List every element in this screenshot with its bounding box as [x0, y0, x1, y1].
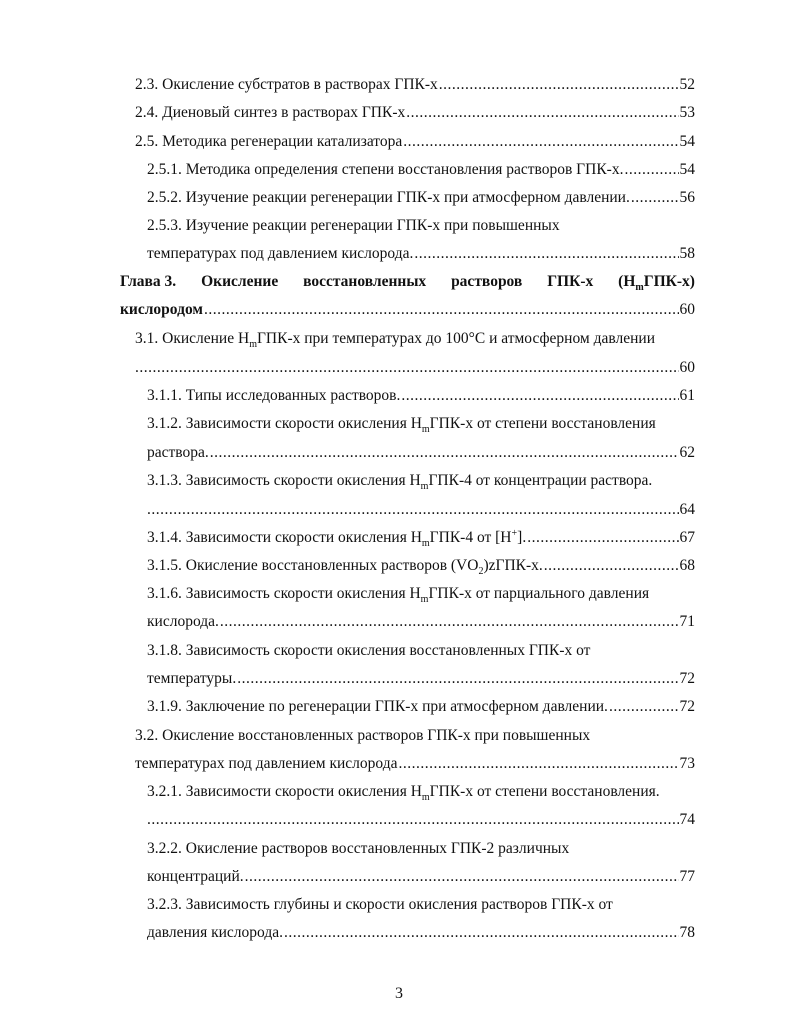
toc-page-number: 53 — [679, 104, 695, 121]
toc-entry-text: 2.5. Методика регенерации катализатора — [135, 133, 403, 150]
toc-entry-text: раствора. — [147, 444, 209, 461]
text-part: 3.1.4. Зависимости скорости окисления H — [147, 529, 422, 546]
toc-entry-text: 2.5.3. Изучение реакции регенерации ГПК-х при повышенных — [147, 217, 560, 234]
formula-subscript: m — [421, 792, 430, 804]
toc-entry-text: 2.3. Окисление субстратов в растворах ГПК-х — [135, 76, 438, 93]
toc-page-number: 67 — [679, 529, 695, 546]
text-part: 3.1.3. Зависимость скорости окисления H — [147, 472, 421, 489]
formula-subscript: m — [420, 594, 429, 606]
leader-dots — [527, 527, 678, 549]
toc-chapter-3-line2 — [120, 299, 695, 321]
toc-entry-3-2-3-line1 — [147, 894, 695, 916]
toc-entry-text: давления кислорода. — [147, 924, 283, 941]
toc-page-number: 54 — [679, 161, 695, 178]
toc-entry-text: кислородом — [120, 301, 203, 318]
toc-entry-text: 3.1.8. Зависимость скорости окисления восстановленных ГПК-х от — [147, 642, 591, 659]
leader-dots — [544, 555, 679, 577]
toc-page-number: 77 — [679, 868, 695, 885]
leader-dots — [439, 74, 679, 96]
leader-dots — [135, 357, 679, 379]
toc-entry-3-2-2-line1 — [147, 838, 695, 860]
toc-entry-text — [147, 527, 526, 549]
toc-entry-text: температурах под давлением кислорода. — [147, 245, 414, 262]
formula-subscript: 2 — [478, 566, 484, 578]
leader-dots — [245, 866, 679, 888]
formula-subscript: m — [249, 339, 257, 351]
leader-dots — [398, 753, 678, 775]
text-part: ГПК-х при температурах до 100°C и атмосферном давлении — [256, 330, 655, 347]
leader-dots — [204, 299, 679, 321]
chapter-word: восстановленных — [303, 273, 427, 290]
toc-page-number: 64 — [679, 501, 695, 518]
leader-dots — [284, 922, 679, 944]
formula-superscript: + — [511, 527, 518, 539]
toc-page-number: 72 — [679, 670, 695, 687]
toc-entry-text — [147, 583, 649, 605]
text-part: 3.1.5. Окисление восстановленных растворов (VO — [147, 557, 479, 574]
formula-part: (H — [618, 273, 636, 290]
toc-entry-2-5-2 — [147, 187, 695, 209]
text-part: ГПК-х от степени восстановления. — [429, 783, 660, 800]
formula-subscript: m — [421, 538, 430, 550]
toc-entry-2-5 — [135, 131, 695, 153]
toc-page-number: 61 — [679, 387, 695, 404]
text-part: 3.1. Окисление H — [135, 330, 250, 347]
toc-entry-text — [135, 328, 655, 350]
toc-entry-text: 3.1.1. Типы исследованных растворов. — [147, 387, 401, 404]
toc-entry-text: кислорода. — [147, 613, 219, 630]
toc-page-number: 72 — [679, 698, 695, 715]
toc-page-number: 71 — [679, 613, 695, 630]
toc-page-number: 74 — [679, 811, 695, 828]
leader-dots — [237, 668, 678, 690]
toc-page-number: 56 — [679, 189, 695, 206]
toc-entry-3-1-line1 — [135, 328, 695, 350]
toc-page-number: 60 — [679, 301, 695, 318]
text-part: 3.1.2. Зависимости скорости окисления H — [147, 415, 422, 432]
chapter-word: ГПК-х — [547, 273, 594, 290]
leader-dots — [147, 809, 679, 831]
toc-entry-text: 2.5.1. Методика определения степени восстановления растворов ГПК-х. — [147, 161, 624, 178]
toc-entry-3-1-8-line1 — [147, 640, 695, 662]
toc-entry-3-1-3-line2 — [147, 499, 695, 521]
toc-entry-text: температуры. — [147, 670, 237, 687]
toc-entry-3-1-6-line2 — [147, 611, 695, 633]
toc-entry-3-1-1 — [147, 385, 695, 407]
toc-entry-text: 3.1.9. Заключение по регенерации ГПК-х при атмосферном давлении. — [147, 698, 608, 715]
text-part: )zГПК-х. — [483, 557, 543, 574]
chapter-word: Глава 3. — [120, 273, 177, 290]
toc-page-number: 60 — [679, 359, 695, 376]
formula-part: ГПК-х) — [643, 273, 695, 290]
toc-entry-text: 3.2.3. Зависимость глубины и скорости окисления растворов ГПК-х от — [147, 896, 613, 913]
toc-entry-text: 2.4. Диеновый синтез в растворах ГПК-х — [135, 104, 406, 121]
toc-entry-3-1-2-line1 — [147, 413, 695, 435]
toc-entry-3-1-4 — [147, 527, 695, 549]
page-number: 3 — [395, 985, 403, 1002]
toc-entry-text: температурах под давлением кислорода — [135, 755, 398, 772]
leader-dots — [631, 187, 679, 209]
toc-page-number: 54 — [679, 133, 695, 150]
leader-dots — [609, 696, 679, 718]
chapter-word: Окисление — [201, 273, 279, 290]
toc-entry-3-1-2-line2 — [147, 442, 695, 464]
leader-dots — [624, 159, 678, 181]
text-part: ГПК-4 от [H — [429, 529, 512, 546]
toc-entry-3-2-3-line2 — [147, 922, 695, 944]
toc-entry-text: 3.2. Окисление восстановленных растворов ГПК-х при повышенных — [135, 727, 591, 744]
toc-entry-3-1-6-line1 — [147, 583, 695, 605]
chapter-word: растворов — [451, 273, 523, 290]
toc-entry-text — [147, 781, 660, 803]
toc-entry-text: 2.5.2. Изучение реакции регенерации ГПК-х при атмосферном давлении. — [147, 189, 630, 206]
toc-page-number: 58 — [679, 245, 695, 262]
toc-entry-text — [147, 413, 656, 435]
toc-entry-3-1-8-line2 — [147, 668, 695, 690]
text-part: 3.2.1. Зависимости скорости окисления H — [147, 783, 422, 800]
toc-entry-2-5-1 — [147, 159, 695, 181]
toc-entry-3-1-3-line1 — [147, 470, 695, 492]
toc-entry-3-2-line1 — [135, 725, 695, 747]
toc-page-number: 68 — [679, 557, 695, 574]
leader-dots — [414, 243, 678, 265]
formula-subscript: m — [420, 481, 429, 493]
text-part: 3.1.6. Зависимость скорости окисления H — [147, 585, 421, 602]
toc-entry-text — [147, 470, 652, 492]
toc-entry-text: 3.2.2. Окисление растворов восстановленных ГПК-2 различных — [147, 840, 570, 857]
toc-entry-3-1-line2 — [135, 357, 695, 379]
toc-entry-3-2-1-line1 — [147, 781, 695, 803]
formula-subscript: m — [635, 282, 644, 294]
text-part: ГПК-х от парциального давления — [428, 585, 650, 602]
text-part: ГПК-х от степени восстановления — [429, 415, 656, 432]
toc-entry-3-1-9 — [147, 696, 695, 718]
toc-entry-text: концентраций. — [147, 868, 244, 885]
leader-dots — [403, 131, 678, 153]
leader-dots — [210, 442, 679, 464]
toc-page-number: 78 — [679, 924, 695, 941]
toc-entry-2-4 — [135, 102, 695, 124]
leader-dots — [406, 102, 678, 124]
toc-entry-2-5-3-line1 — [147, 215, 695, 237]
toc-entry-2-5-3-line2 — [147, 243, 695, 265]
toc-entry-2-3 — [135, 74, 695, 96]
toc-page-number: 73 — [679, 755, 695, 772]
toc-page-number: 52 — [679, 76, 695, 93]
toc-entry-3-1-5 — [147, 555, 695, 577]
toc-chapter-3-line1 — [120, 271, 695, 293]
leader-dots — [401, 385, 678, 407]
leader-dots — [147, 499, 679, 521]
toc-entry-text — [147, 555, 543, 577]
toc-entry-3-2-2-line2 — [147, 866, 695, 888]
toc-page-number: 62 — [679, 444, 695, 461]
formula-subscript: m — [421, 424, 430, 436]
toc-entry-3-2-line2 — [135, 753, 695, 775]
chapter-word-formula — [618, 271, 695, 293]
leader-dots — [220, 611, 679, 633]
text-part: ГПК-4 от концентрации раствора. — [428, 472, 653, 489]
text-part: ]. — [517, 529, 527, 546]
toc-entry-3-2-1-line2 — [147, 809, 695, 831]
